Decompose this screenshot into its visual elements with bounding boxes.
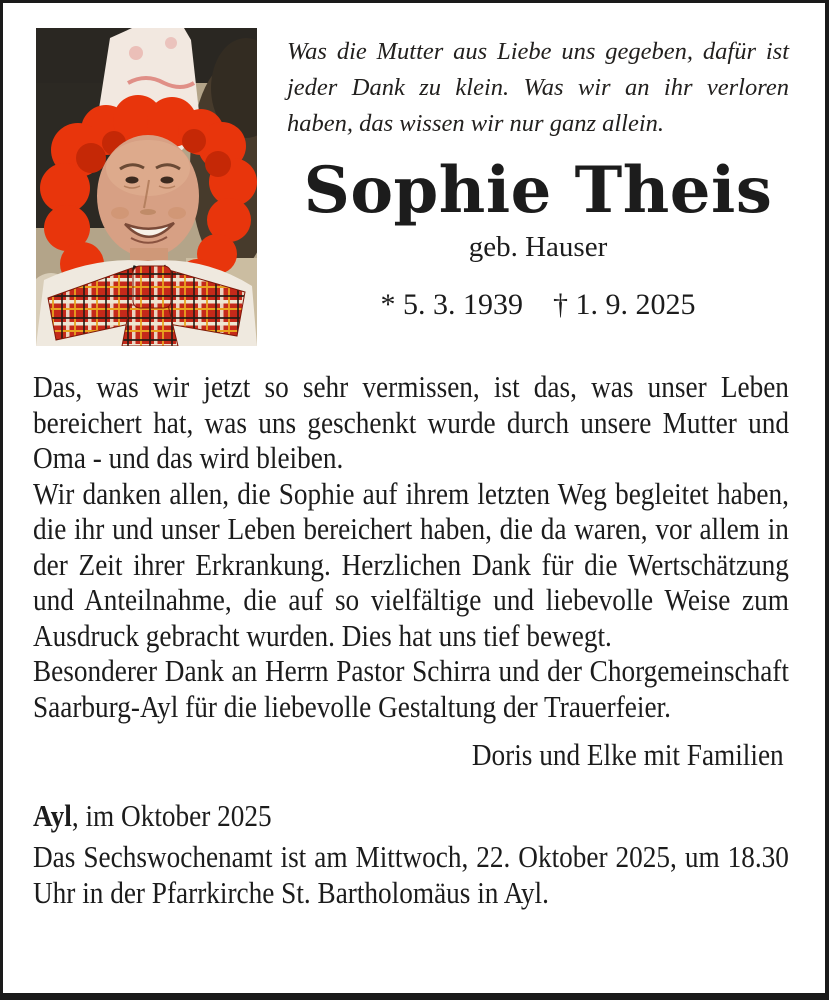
death-date: † 1. 9. 2025 bbox=[553, 288, 696, 321]
header-text-column bbox=[287, 28, 789, 321]
obituary-body-section bbox=[33, 369, 789, 911]
memorial-service-info: Das Sechswochenamt ist am Mittwoch, 22. Oktober 2025, um 18.30 Uhr in der Pfarrkirche St. Bartholomäus in Ayl. bbox=[33, 839, 789, 910]
place-and-date-line bbox=[33, 798, 789, 834]
life-dates bbox=[287, 289, 789, 321]
place-city: Ayl bbox=[33, 798, 72, 833]
portrait-photo bbox=[36, 28, 257, 346]
birth-date: * 5. 3. 1939 bbox=[380, 288, 523, 321]
mourners-signature: Doris und Elke mit Familien bbox=[471, 737, 784, 772]
obituary-paragraph: Das, was wir jetzt so sehr vermissen, ist das, was unser Leben bereichert hat, was uns geschenkt wurde durch unsere Mutter und Oma - und das wird bleiben. bbox=[33, 369, 789, 475]
place-date: , im Oktober 2025 bbox=[71, 798, 272, 833]
face bbox=[97, 135, 199, 257]
obituary-body bbox=[33, 369, 789, 724]
deceased-name: Sophie Theis bbox=[303, 153, 773, 228]
portrait-photo-illustration bbox=[36, 28, 257, 346]
maiden-name: geb. Hauser bbox=[468, 231, 608, 263]
obituary-paragraph: Wir danken allen, die Sophie auf ihrem letzten Weg begleitet haben, die ihr und unser Leben bereichert haben, die da waren, vor allem in der Zeit ihrer Erkrankung. Herzlichen Dank für die Wertschätzung und Anteilnahme, die auf so vielfältige und liebevolle Weise zum Ausdruck gebracht wurden. Dies hat uns tief bewegt. bbox=[33, 475, 789, 653]
obituary-paragraph: Besonderer Dank an Herrn Pastor Schirra und der Chorgemeinschaft Saarburg-Ayl für die liebevolle Gestaltung der Trauerfeier. bbox=[33, 653, 789, 724]
memorial-quote: Was die Mutter aus Liebe uns gegeben, dafür ist jeder Dank zu klein. Was wir an ihr verloren haben, das wissen wir nur ganz allein. bbox=[287, 38, 789, 137]
header-section bbox=[33, 28, 789, 346]
